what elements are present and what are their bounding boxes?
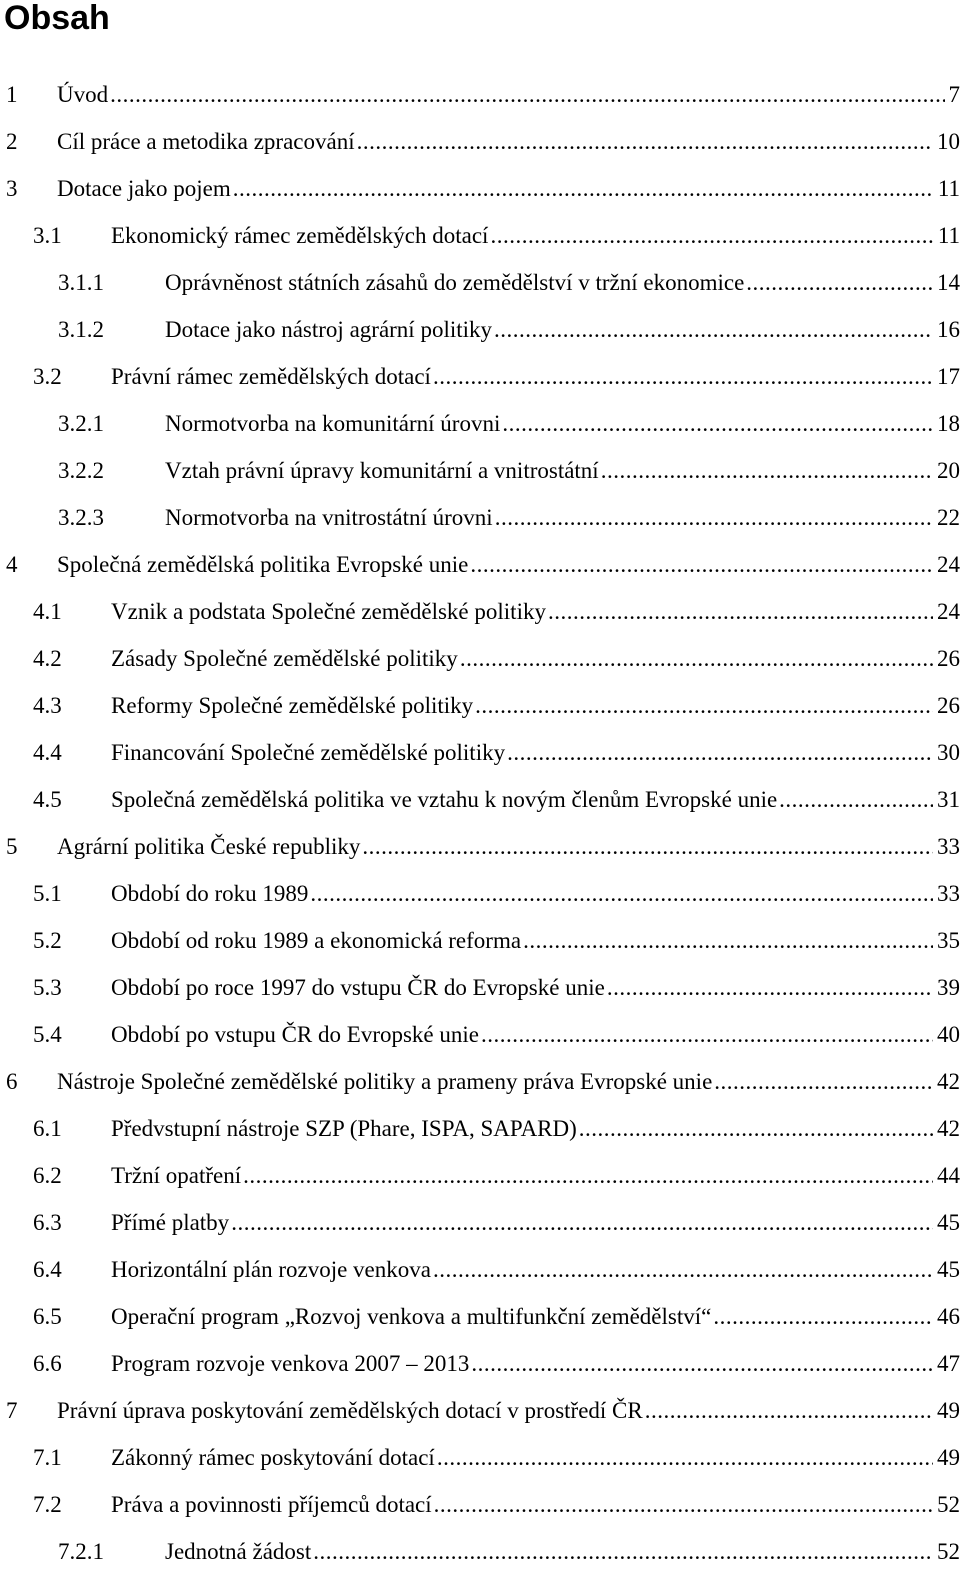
toc-entry-title: Právní rámec zemědělských dotací <box>111 353 431 400</box>
toc-entry[interactable] <box>0 1340 960 1387</box>
toc-dot-leader <box>475 682 933 729</box>
toc-dot-leader <box>437 1434 933 1481</box>
toc-entry-page-number: 52 <box>937 1528 960 1575</box>
toc-entry-page-number: 42 <box>937 1105 960 1152</box>
toc-entry-number: 6.6 <box>33 1340 111 1387</box>
toc-entry-page-number: 22 <box>937 494 960 541</box>
toc-entry-number: 6.4 <box>33 1246 111 1293</box>
toc-entry[interactable] <box>0 1246 960 1293</box>
toc-entry-number: 7.2 <box>33 1481 111 1528</box>
toc-dot-leader <box>601 447 933 494</box>
toc-entry[interactable] <box>0 1058 960 1105</box>
toc-entry-number: 5.4 <box>33 1011 111 1058</box>
toc-entry[interactable] <box>0 306 960 353</box>
toc-dot-leader <box>433 1246 933 1293</box>
toc-entry[interactable] <box>0 118 960 165</box>
toc-entry-title: Společná zemědělská politika Evropské unie <box>57 541 468 588</box>
toc-entry-title: Nástroje Společné zemědělské politiky a prameny práva Evropské unie <box>57 1058 712 1105</box>
toc-entry-page-number: 11 <box>938 165 960 212</box>
toc-entry-page-number: 11 <box>938 212 960 259</box>
toc-entry-number: 6.2 <box>33 1152 111 1199</box>
toc-entry-title: Období po roce 1997 do vstupu ČR do Evropské unie <box>111 964 605 1011</box>
toc-entry-number: 3.1 <box>33 212 111 259</box>
toc-entry-number: 7.1 <box>33 1434 111 1481</box>
toc-entry-title: Oprávněnost státních zásahů do zemědělství v tržní ekonomice <box>165 259 744 306</box>
toc-dot-leader <box>481 1011 933 1058</box>
toc-entry-number: 3.2.1 <box>58 400 165 447</box>
toc-entry-number: 3 <box>0 165 57 212</box>
toc-dot-leader <box>579 1105 933 1152</box>
toc-entry-number: 2 <box>0 118 57 165</box>
toc-dot-leader <box>470 541 933 588</box>
toc-dot-leader <box>233 165 934 212</box>
toc-entry-page-number: 16 <box>937 306 960 353</box>
toc-entry-page-number: 26 <box>937 635 960 682</box>
toc-entry[interactable] <box>0 1434 960 1481</box>
toc-entry-title: Tržní opatření <box>111 1152 241 1199</box>
toc-entry[interactable] <box>0 682 960 729</box>
toc-dot-leader <box>746 259 933 306</box>
toc-dot-leader <box>779 776 933 823</box>
toc-entry-title: Normotvorba na komunitární úrovni <box>165 400 500 447</box>
toc-entry[interactable] <box>0 1011 960 1058</box>
toc-entry-title: Zásady Společné zemědělské politiky <box>111 635 458 682</box>
toc-entry-page-number: 45 <box>937 1199 960 1246</box>
toc-entry-page-number: 33 <box>937 823 960 870</box>
toc-entry-number: 4.3 <box>33 682 111 729</box>
toc-entry[interactable] <box>0 776 960 823</box>
toc-entry-title: Zákonný rámec poskytování dotací <box>111 1434 435 1481</box>
toc-entry-page-number: 26 <box>937 682 960 729</box>
toc-entry[interactable] <box>0 1481 960 1528</box>
toc-entry[interactable] <box>0 353 960 400</box>
toc-dot-leader <box>548 588 933 635</box>
toc-entry[interactable] <box>0 1105 960 1152</box>
toc-entry-page-number: 30 <box>937 729 960 776</box>
table-of-contents <box>0 71 960 1575</box>
toc-entry-number: 5.3 <box>33 964 111 1011</box>
toc-entry-page-number: 24 <box>937 541 960 588</box>
toc-entry[interactable] <box>0 71 960 118</box>
toc-entry[interactable] <box>0 1293 960 1340</box>
toc-entry-page-number: 49 <box>937 1434 960 1481</box>
toc-dot-leader <box>502 400 933 447</box>
toc-entry-title: Vztah právní úpravy komunitární a vnitrostátní <box>165 447 599 494</box>
toc-entry-page-number: 17 <box>937 353 960 400</box>
toc-entry-number: 3.1.2 <box>58 306 165 353</box>
toc-entry-page-number: 31 <box>937 776 960 823</box>
toc-entry-number: 7 <box>0 1387 57 1434</box>
toc-entry[interactable] <box>0 1199 960 1246</box>
toc-entry-page-number: 47 <box>937 1340 960 1387</box>
toc-entry-title: Reformy Společné zemědělské politiky <box>111 682 473 729</box>
toc-entry-title: Dotace jako nástroj agrární politiky <box>165 306 492 353</box>
toc-entry[interactable] <box>0 541 960 588</box>
toc-entry[interactable] <box>0 964 960 1011</box>
toc-entry-page-number: 18 <box>937 400 960 447</box>
toc-entry-page-number: 35 <box>937 917 960 964</box>
toc-entry-title: Horizontální plán rozvoje venkova <box>111 1246 431 1293</box>
toc-entry[interactable] <box>0 823 960 870</box>
toc-entry[interactable] <box>0 635 960 682</box>
toc-entry[interactable] <box>0 165 960 212</box>
toc-entry[interactable] <box>0 588 960 635</box>
toc-entry-number: 3.1.1 <box>58 259 165 306</box>
toc-entry-number: 4.5 <box>33 776 111 823</box>
toc-entry-page-number: 49 <box>937 1387 960 1434</box>
toc-dot-leader <box>313 1528 933 1575</box>
toc-entry-page-number: 14 <box>937 259 960 306</box>
toc-dot-leader <box>357 118 933 165</box>
toc-entry-number: 6 <box>0 1058 57 1105</box>
toc-entry-page-number: 33 <box>937 870 960 917</box>
toc-entry-title: Financování Společné zemědělské politiky <box>111 729 505 776</box>
toc-dot-leader <box>460 635 933 682</box>
toc-entry-number: 1 <box>0 71 57 118</box>
toc-dot-leader <box>714 1058 933 1105</box>
toc-entry[interactable] <box>0 212 960 259</box>
toc-entry-number: 6.5 <box>33 1293 111 1340</box>
toc-entry-number: 4.1 <box>33 588 111 635</box>
toc-dot-leader <box>362 823 933 870</box>
toc-entry-title: Ekonomický rámec zemědělských dotací <box>111 212 488 259</box>
toc-dot-leader <box>434 1481 933 1528</box>
toc-entry[interactable] <box>0 1528 960 1575</box>
toc-dot-leader <box>110 71 944 118</box>
toc-entry[interactable] <box>0 729 960 776</box>
toc-dot-leader <box>310 870 933 917</box>
toc-entry-title: Přímé platby <box>111 1199 229 1246</box>
toc-entry-number: 6.3 <box>33 1199 111 1246</box>
toc-entry-title: Práva a povinnosti příjemců dotací <box>111 1481 432 1528</box>
toc-entry[interactable] <box>0 870 960 917</box>
toc-dot-leader <box>243 1152 933 1199</box>
toc-entry-page-number: 39 <box>937 964 960 1011</box>
toc-entry-title: Operační program „Rozvoj venkova a multifunkční zemědělství“ <box>111 1293 711 1340</box>
toc-entry-title: Právní úprava poskytování zemědělských dotací v prostředí ČR <box>57 1387 643 1434</box>
toc-entry-page-number: 42 <box>937 1058 960 1105</box>
toc-entry-number: 4.4 <box>33 729 111 776</box>
toc-entry-page-number: 52 <box>937 1481 960 1528</box>
toc-entry-page-number: 24 <box>937 588 960 635</box>
toc-entry-number: 6.1 <box>33 1105 111 1152</box>
toc-entry-number: 5.2 <box>33 917 111 964</box>
toc-entry-page-number: 45 <box>937 1246 960 1293</box>
toc-dot-leader <box>523 917 933 964</box>
toc-entry-number: 4.2 <box>33 635 111 682</box>
toc-dot-leader <box>471 1340 933 1387</box>
toc-dot-leader <box>433 353 933 400</box>
toc-entry-page-number: 46 <box>937 1293 960 1340</box>
toc-entry-number: 3.2 <box>33 353 111 400</box>
toc-dot-leader <box>495 494 933 541</box>
toc-dot-leader <box>231 1199 933 1246</box>
toc-entry-title: Jednotná žádost <box>165 1528 311 1575</box>
toc-entry[interactable] <box>0 494 960 541</box>
toc-dot-leader <box>607 964 933 1011</box>
toc-entry-title: Normotvorba na vnitrostátní úrovni <box>165 494 493 541</box>
toc-entry-title: Období po vstupu ČR do Evropské unie <box>111 1011 479 1058</box>
toc-entry-page-number: 10 <box>937 118 960 165</box>
page-title: Obsah <box>4 0 110 40</box>
toc-entry[interactable] <box>0 1387 960 1434</box>
toc-entry-number: 3.2.2 <box>58 447 165 494</box>
toc-entry-title: Vznik a podstata Společné zemědělské politiky <box>111 588 546 635</box>
toc-entry-title: Období do roku 1989 <box>111 870 308 917</box>
toc-entry-number: 5 <box>0 823 57 870</box>
toc-entry[interactable] <box>0 400 960 447</box>
toc-entry-page-number: 20 <box>937 447 960 494</box>
toc-entry-title: Agrární politika České republiky <box>57 823 360 870</box>
toc-entry[interactable] <box>0 259 960 306</box>
toc-entry-number: 3.2.3 <box>58 494 165 541</box>
toc-entry-title: Předvstupní nástroje SZP (Phare, ISPA, SAPARD) <box>111 1105 577 1152</box>
toc-dot-leader <box>713 1293 933 1340</box>
toc-entry-page-number: 7 <box>949 71 960 118</box>
toc-entry[interactable] <box>0 447 960 494</box>
toc-entry-number: 4 <box>0 541 57 588</box>
toc-entry-title: Společná zemědělská politika ve vztahu k novým členům Evropské unie <box>111 776 777 823</box>
toc-entry-title: Dotace jako pojem <box>57 165 231 212</box>
toc-entry-page-number: 44 <box>937 1152 960 1199</box>
toc-dot-leader <box>494 306 933 353</box>
toc-entry-number: 7.2.1 <box>58 1528 165 1575</box>
toc-dot-leader <box>645 1387 933 1434</box>
toc-entry[interactable] <box>0 917 960 964</box>
toc-entry-number: 5.1 <box>33 870 111 917</box>
toc-entry-title: Cíl práce a metodika zpracování <box>57 118 355 165</box>
toc-entry-page-number: 40 <box>937 1011 960 1058</box>
toc-entry-title: Úvod <box>57 71 108 118</box>
toc-entry-title: Program rozvoje venkova 2007 – 2013 <box>111 1340 469 1387</box>
toc-entry-title: Období od roku 1989 a ekonomická reforma <box>111 917 521 964</box>
toc-entry[interactable] <box>0 1152 960 1199</box>
toc-dot-leader <box>507 729 933 776</box>
toc-dot-leader <box>490 212 933 259</box>
